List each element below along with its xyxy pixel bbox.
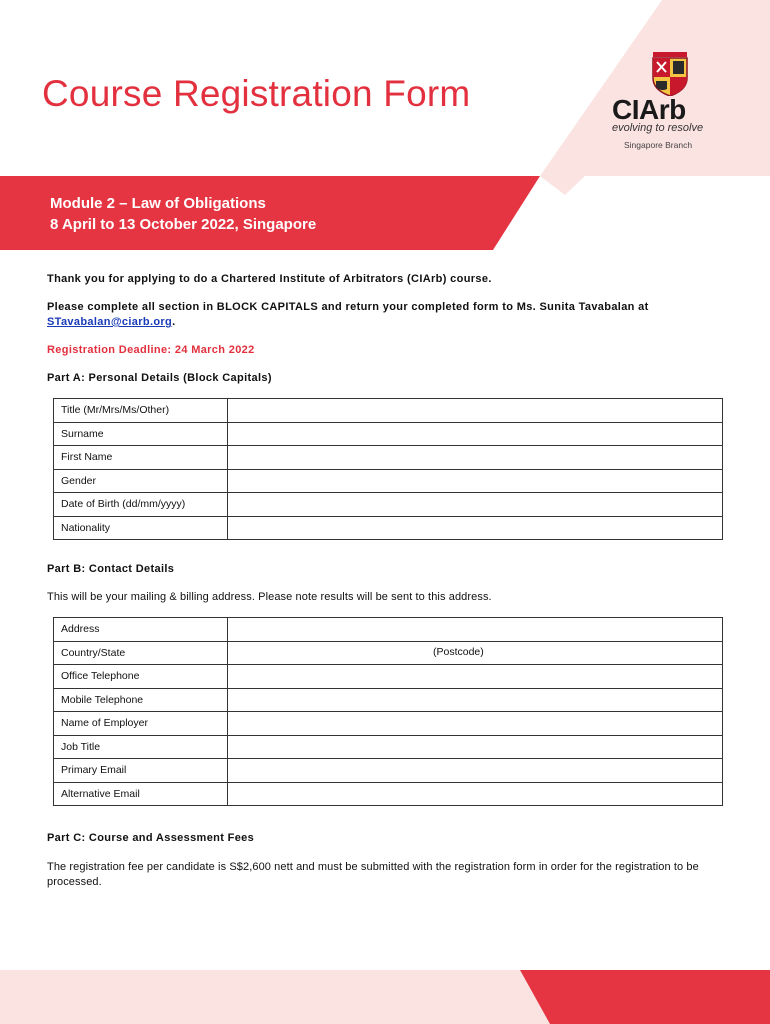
field-label: First Name (54, 446, 228, 470)
table-row (54, 399, 723, 423)
part-c-heading: Part C: Course and Assessment Fees (47, 832, 255, 844)
table-row (54, 665, 723, 689)
part-c-text: The registration fee per candidate is S$2,600 nett and must be submitted with the registration form in order for the registration to be processed. (47, 861, 699, 888)
field-label: Primary Email (54, 759, 228, 783)
mobile-telephone-input[interactable] (228, 688, 723, 712)
table-row (54, 735, 723, 759)
footer-shape (0, 970, 770, 1024)
instructions-text: Please complete all section in BLOCK CAPITALS and return your completed form to Ms. Sunita Tavabalan at (47, 301, 649, 313)
table-row (54, 782, 723, 806)
field-label: Office Telephone (54, 665, 228, 689)
office-telephone-input[interactable] (228, 665, 723, 689)
field-label: Job Title (54, 735, 228, 759)
field-label: Gender (54, 469, 228, 493)
part-b-note: This will be your mailing & billing address. Please note results will be sent to this address. (47, 591, 492, 603)
contact-details-table (53, 617, 723, 806)
field-label: Mobile Telephone (54, 688, 228, 712)
intro-thanks: Thank you for applying to do a Chartered Institute of Arbitrators (CIArb) course. (47, 273, 492, 285)
table-row (54, 446, 723, 470)
personal-details-table (53, 398, 723, 540)
part-a-heading: Part A: Personal Details (Block Capitals) (47, 372, 272, 384)
banner-text (50, 193, 316, 235)
table-row (54, 641, 723, 665)
logo-tagline: evolving to resolve (612, 122, 704, 134)
title-input[interactable] (228, 399, 723, 423)
table-row (54, 422, 723, 446)
primary-email-input[interactable] (228, 759, 723, 783)
field-label: Date of Birth (dd/mm/yyyy) (54, 493, 228, 517)
table-row (54, 688, 723, 712)
banner-module: Module 2 – Law of Obligations (50, 195, 266, 212)
table-row (54, 469, 723, 493)
employer-input[interactable] (228, 712, 723, 736)
table-row (54, 618, 723, 642)
field-label: Alternative Email (54, 782, 228, 806)
job-title-input[interactable] (228, 735, 723, 759)
field-label: Name of Employer (54, 712, 228, 736)
nationality-input[interactable] (228, 516, 723, 540)
address-input[interactable] (228, 618, 723, 642)
first-name-input[interactable] (228, 446, 723, 470)
alternative-email-input[interactable] (228, 782, 723, 806)
logo-wordmark: CIArb (612, 94, 686, 125)
table-row (54, 759, 723, 783)
table-row (54, 516, 723, 540)
part-b-heading: Part B: Contact Details (47, 563, 175, 575)
date-of-birth-input[interactable] (228, 493, 723, 517)
field-label: Surname (54, 422, 228, 446)
field-label: Address (54, 618, 228, 642)
field-label: Title (Mr/Mrs/Ms/Other) (54, 399, 228, 423)
crest-icon (651, 52, 689, 96)
intro-instructions (47, 300, 727, 330)
postcode-label: (Postcode) (433, 645, 484, 658)
table-row (54, 493, 723, 517)
country-state-input[interactable] (228, 641, 723, 665)
surname-input[interactable] (228, 422, 723, 446)
table-row (54, 712, 723, 736)
contact-email-link[interactable]: STavabalan@ciarb.org (47, 316, 173, 328)
gender-input[interactable] (228, 469, 723, 493)
page-title: Course Registration Form (42, 73, 471, 114)
registration-deadline: Registration Deadline: 24 March 2022 (47, 344, 255, 356)
instructions-period: . (172, 316, 176, 328)
banner-dates: 8 April to 13 October 2022, Singapore (50, 216, 317, 233)
field-label: Nationality (54, 516, 228, 540)
field-label: Country/State (54, 641, 228, 665)
logo-branch: Singapore Branch (624, 140, 693, 150)
